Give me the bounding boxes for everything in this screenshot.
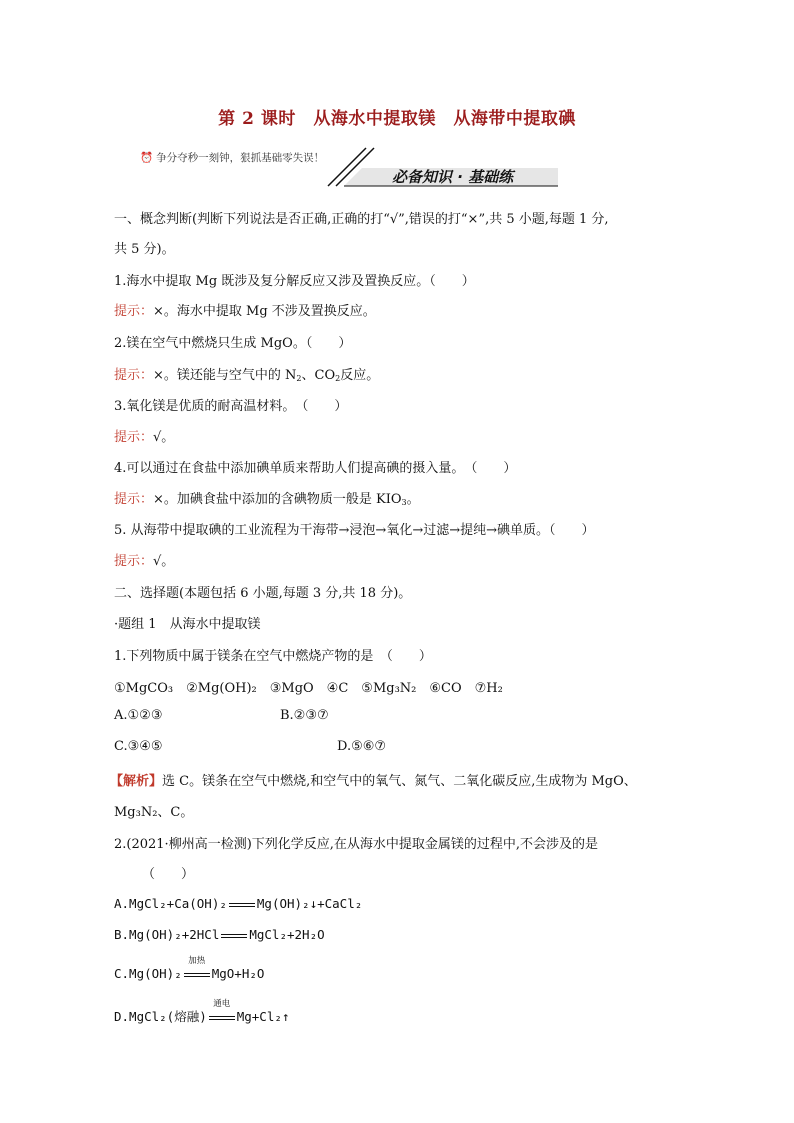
- question-2-1-items: ①MgCO₃ ②Mg(OH)₂ ③MgO ④C ⑤Mg₃N₂ ⑥CO ⑦H₂: [114, 681, 503, 696]
- hint-1-2: 提示：×。镁还能与空气中的 $N_2$、$CO_2$反应。: [114, 368, 380, 383]
- hint-text-b: 、CO: [301, 368, 336, 383]
- hint-label: 提示：: [114, 430, 154, 445]
- question-1-3: 3.氧化镁是优质的耐高温材料。 （ ）: [114, 399, 348, 414]
- question-2-1: 1.下列物质中属于镁条在空气中燃烧产物的是 （ ）: [114, 649, 432, 664]
- group-title: ·题组 1 从海水中提取镁: [114, 617, 261, 632]
- hint-1-4: 提示：×。加碘食盐中添加的含碘物质一般是 $KIO_3$。: [114, 492, 420, 507]
- hint-label: 提示：: [114, 554, 154, 569]
- banner-label: 必备知识 · 基础练: [392, 168, 514, 186]
- analysis-line1: [110, 770, 637, 789]
- question-2-2: 2.(2021·柳州高一检测)下列化学反应,在从海水中提取金属镁的过程中,不会涉及的是: [114, 837, 599, 852]
- question-2-2-blank: （ ）: [142, 867, 195, 882]
- slogan-text: 争分夺秒一刻钟，狠抓基础零失误！: [156, 152, 325, 164]
- hint-text-a: ×。加碘食盐中添加的含碘物质一般是 KIO: [153, 492, 402, 507]
- equation-a: A.MgCl₂+Ca(OH)₂ Mg(OH)₂↓+CaCl₂: [114, 896, 363, 911]
- part1-header-line1: 一、概念判断(判断下列说法是否正确,正确的打“√”,错误的打“×”,共 5 小题,每题 1 分,: [114, 212, 609, 227]
- hint-text: √。: [153, 430, 175, 445]
- hint-1-3: [114, 426, 174, 445]
- question-1-5: 5. 从海带中提取碘的工业流程为干海带→浸泡→氧化→过滤→提纯→碘单质。（ ）: [114, 523, 595, 538]
- hint-text: √。: [153, 554, 175, 569]
- hint-text: ×。海水中提取 Mg 不涉及置换反应。: [153, 304, 376, 319]
- analysis-text: 选 C。镁条在空气中燃烧,和空气中的氧气、氮气、二氧化碳反应,生成物为 MgO、: [162, 774, 637, 789]
- analysis-line2: Mg₃N₂、C。: [114, 805, 194, 820]
- option-c: C.③④⑤: [114, 739, 163, 754]
- equation-d: D.MgCl₂(熔融) 通电 Mg+Cl₂↑: [114, 999, 290, 1024]
- hint-label: 提示：: [114, 492, 154, 507]
- clock-icon: ⏰: [140, 152, 154, 164]
- page-title: 第 2 课时 从海水中提取镁 从海带中提取碘: [218, 109, 576, 129]
- hint-1-5: [114, 550, 174, 569]
- hint-text-c: 反应。: [340, 368, 380, 383]
- part2-header: 二、选择题(本题包括 6 小题,每题 3 分,共 18 分)。: [114, 586, 412, 601]
- question-1-1: 1.海水中提取 Mg 既涉及复分解反应又涉及置换反应。（ ）: [114, 274, 475, 289]
- question-1-4: 4.可以通过在食盐中添加碘单质来帮助人们提高碘的摄入量。 （ ）: [114, 461, 517, 476]
- equation-b: B.Mg(OH)₂+2HCl MgCl₂+2H₂O: [114, 927, 325, 942]
- hint-1-1: [114, 300, 376, 319]
- hint-label: 提示：: [114, 304, 154, 319]
- option-a: A.①②③: [114, 708, 163, 723]
- option-b: B.②③⑦: [280, 708, 329, 723]
- hint-text-a: ×。镁还能与空气中的 N: [153, 368, 297, 383]
- slogan: [140, 150, 324, 165]
- question-1-2: 2.镁在空气中燃烧只生成 MgO。（ ）: [114, 336, 352, 351]
- option-d: D.⑤⑥⑦: [337, 739, 387, 754]
- part1-header-line2: 共 5 分)。: [114, 242, 175, 257]
- hint-label: 提示：: [114, 368, 154, 383]
- analysis-label: 【解析】: [110, 774, 163, 789]
- equation-c: C.Mg(OH)₂ 加热 MgO+H₂O: [114, 956, 265, 981]
